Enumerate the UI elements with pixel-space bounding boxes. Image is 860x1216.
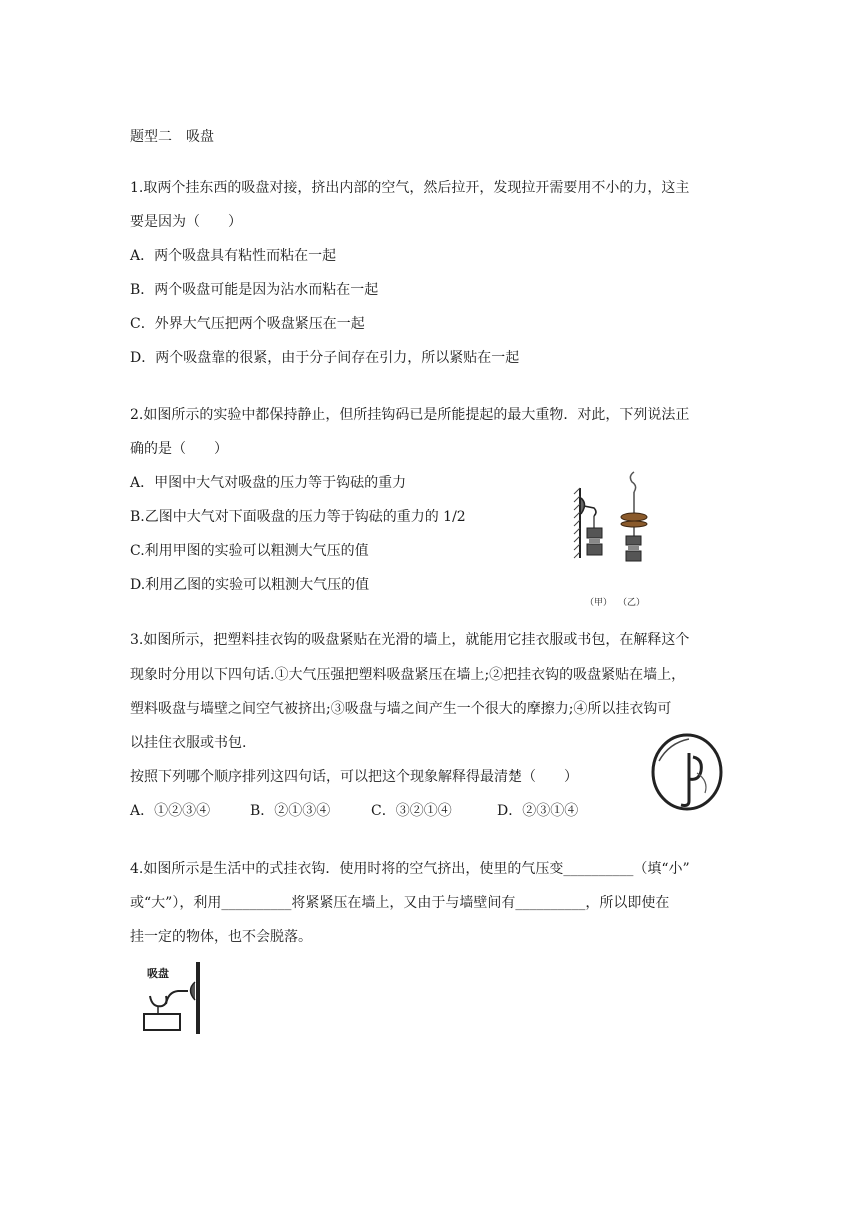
q3-option-c: C．③②①④ [371, 803, 452, 819]
suction-cup-experiment-illustration [572, 468, 652, 580]
section-title: 题型二 吸盘 [130, 129, 214, 145]
q1-option-a: A．两个吸盘具有粘性而粘在一起 [130, 248, 337, 264]
q4-figure-label: 吸盘 [147, 967, 169, 980]
q3-stem-line2: 现象时分用以下四句话.①大气压强把塑料吸盘紧压在墙上;②把挂衣钩的吸盘紧贴在墙上， [130, 667, 686, 683]
q1-stem-line1: 1.取两个挂东西的吸盘对接，挤出内部的空气，然后拉开，发现拉开需要用不小的力，这主 [130, 180, 690, 196]
q3-stem-line1: 3.如图所示，把塑料挂衣钩的吸盘紧贴在光滑的墙上，就能用它挂衣服或书包，在解释这个 [130, 632, 690, 648]
q4-stem-line2: 或“大”），利用__________将紧紧压在墙上，又由于与墙壁间有__________，所以即使在 [130, 895, 670, 911]
q4-stem-line1: 4.如图所示是生活中的式挂衣钩．使用时将的空气挤出，使里的气压变__________（填“小” [130, 861, 690, 877]
q2-option-d: D.利用乙图的实验可以粗测大气压的值 [130, 577, 370, 593]
q3-stem-line3: 塑料吸盘与墙壁之间空气被挤出;③吸盘与墙之间产生一个很大的摩擦力;④所以挂衣钩可 [130, 701, 672, 717]
q1-stem-line2: 要是因为（ ） [130, 214, 242, 230]
q1-option-b: B．两个吸盘可能是因为沾水而粘在一起 [130, 282, 379, 298]
q2-option-b: B.乙图中大气对下面吸盘的压力等于钩砝的重力的 1/2 [130, 509, 466, 525]
q2-figure [572, 468, 652, 580]
q2-stem-line2: 确的是（ ） [130, 441, 228, 457]
q4-stem-line3: 挂一定的物体，也不会脱落。 [130, 929, 312, 945]
q3-figure [649, 731, 725, 813]
q2-figure-label-yi: （乙） [618, 598, 646, 608]
q3-ask: 按照下列哪个顺序排列这四句话，可以把这个现象解释得最清楚（ ） [130, 769, 578, 785]
q1-option-d: D．两个吸盘靠的很紧，由于分子间存在引力，所以紧贴在一起 [130, 350, 520, 366]
q2-figure-label-jia: （甲） [585, 598, 613, 608]
q2-stem-line1: 2.如图所示的实验中都保持静止，但所挂钩码已是所能提起的最大重物．对此，下列说法正 [130, 407, 690, 423]
q1-option-c: C．外界大气压把两个吸盘紧压在一起 [130, 316, 365, 332]
q3-option-b: B．②①③④ [250, 803, 331, 819]
q3-option-a: A．①②③④ [130, 803, 211, 819]
q2-option-c: C.利用甲图的实验可以粗测大气压的值 [130, 543, 369, 559]
q3-stem-line4: 以挂住衣服或书包. [130, 735, 247, 751]
q3-option-d: D．②③①④ [497, 803, 579, 819]
q2-option-a: A．甲图中大气对吸盘的压力等于钩砝的重力 [130, 475, 407, 491]
suction-hook-illustration [649, 731, 725, 813]
